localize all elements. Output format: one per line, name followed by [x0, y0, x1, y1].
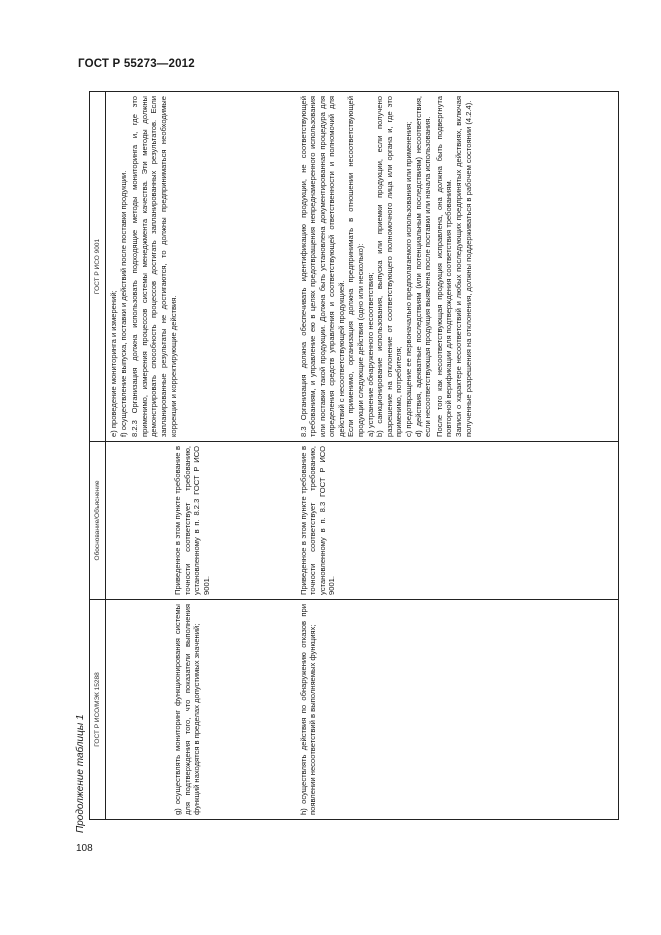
cell-text: b) санкционирование использования, выпуска или приемки продукции, если получено разрешение на отклонение от соответствующего полномочного лица или органа и, где это применимо, потребителя; [375, 96, 404, 437]
comparison-table [89, 91, 619, 820]
cell-text: Приведенное в этом пункте требование в точности соответствует требованию, установленному в п. 8.3 ГОСТ Р ИСО 9001. [298, 446, 337, 595]
cell-text: После того как несоответствующая продукция исправлена, она должна быть подвергнута повторной верификации для подтверждения соответствия требованиям. [434, 96, 454, 437]
cell-text: a) устранение обнаруженного несоответствия; [365, 272, 375, 437]
table-row [296, 92, 619, 820]
table-caption: Продолжение таблицы 1 [75, 714, 86, 833]
cell-text: g) осуществлять мониторинг функционирования системы для подтверждения того, что показатели выполнения функций находятся в пределах допустимых значений; [173, 604, 202, 815]
table-cell [296, 442, 619, 600]
cell-text: d) действия, адекватные последствиям (или потенциальным последствиям) несоответствия, если несоответствующая продукция выявлена после поставки или начала использования. [413, 96, 433, 437]
document-header: ГОСТ Р 55273—2012 [78, 58, 195, 70]
cell-text: h) осуществлять действия по обнаружению отказов при появлении несоответствий в выполняемых функциях; [298, 604, 318, 815]
table-cell [106, 92, 296, 442]
cell-text: e) проведение мониторинга и измерений; [109, 290, 118, 437]
column-header-iso15288: ГОСТ Р ИСО/МЭК 15288 [90, 600, 106, 820]
page-number: 108 [76, 843, 93, 854]
table-row [106, 92, 296, 820]
table-header-row [90, 92, 106, 820]
table-cell [106, 600, 296, 820]
cell-text: 8.2.3 Организация должна использовать подходящие методы мониторинга и, где это применимо, измерения процессов системы менеджмента качества. Эти методы должны демонстрировать способность процессов достигать запланированных результатов. Если запланированные результаты не достигаются, то должны предприниматься необходимые коррекции и корректирующие действия. [130, 96, 178, 437]
table-cell [296, 92, 619, 442]
column-header-justification: Обоснование/Объяснение [90, 442, 106, 600]
cell-text: Записи о характере несоответствий и любых последующих предпринятых действиях, включая полученные разрешения на отклонения, должны поддерживаться в рабочем состоянии (4.2.4). [454, 96, 473, 437]
cell-text: f) осуществление выпуска, поставки и действий после поставки продукции. [118, 170, 128, 437]
cell-text: Приведенное в этом пункте требование в точности соответствует требованию, установленному в п. 8.2.3 ГОСТ Р ИСО 9001. [173, 446, 211, 595]
rotated-table-container [89, 92, 619, 820]
cell-text: c) предотвращение ее первоначально предполагаемого использования или применения; [404, 121, 414, 437]
table-cell [296, 600, 619, 820]
cell-text: 8.3 Организация должна обеспечивать идентификацию продукции, не соответствующей требованиям, и управление ею в целях предотвращения непреднамеренного использования или поставки такой продукции. Должна быть установлена документированная процедура для определения средств управления и соответствующей ответственности и полномочий для действий с несоответствующей продукцией. [298, 96, 346, 437]
cell-text: Если применимо, организация должна предпринимать в отношении несоответствующей продукции следующие действия (одно или несколько): [346, 96, 366, 437]
column-header-iso9001: ГОСТ Р ИСО 9001 [90, 92, 106, 442]
table-cell [106, 442, 296, 600]
